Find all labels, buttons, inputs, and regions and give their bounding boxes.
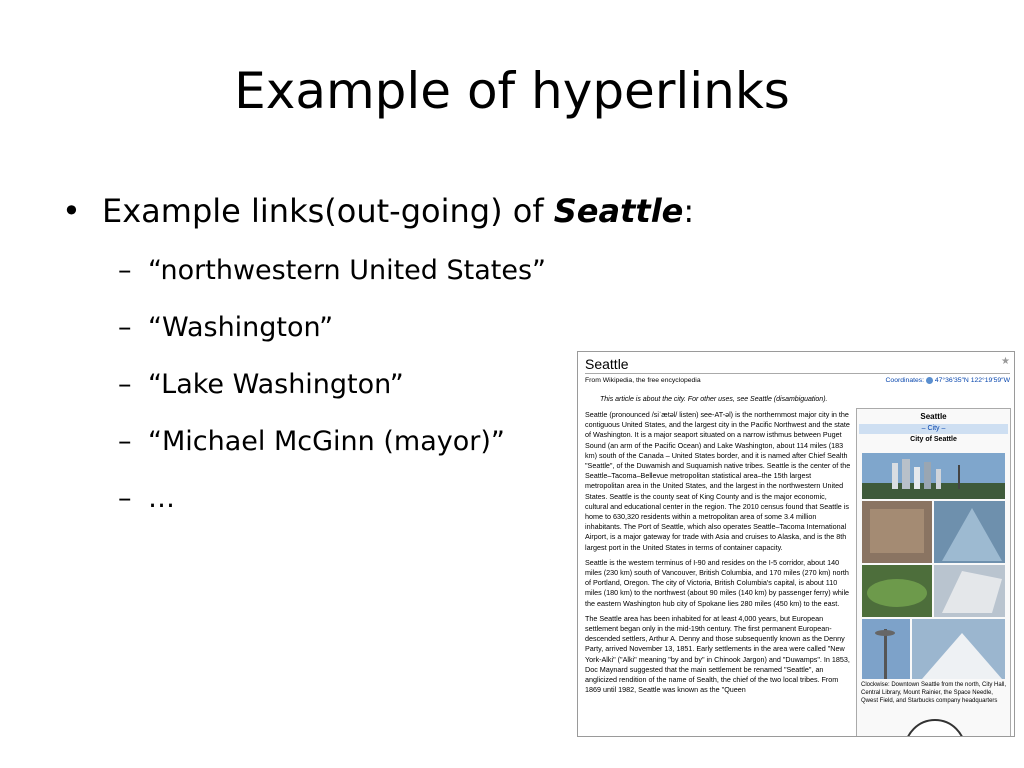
sub-bullet-text: “northwestern United States” [148, 255, 547, 286]
sub-bullet: – “Washington” [118, 312, 334, 343]
bullet-suffix: : [683, 192, 695, 230]
hatnote: This article is about the city. For other uses, see Seattle (disambiguation). [600, 396, 828, 403]
bullet-glyph: • [62, 192, 81, 230]
city-photo-montage[interactable] [862, 453, 1005, 679]
sub-bullet-text: “Lake Washington” [148, 369, 404, 400]
paragraph: Seattle is the western terminus of I-90 and resides on the I-5 corridor, about 140 miles (230 km) south of Vancouver, British Columbia, and 170 miles (270 km) north of Portland, Oregon. The city of Victoria, British Columbia's capital, is about 110 miles (180 km) to the northwest (about 90 miles (140 km) by passenger ferry) while the eastern Washington hub city of Spokane lies 280 miles (450 km) to the east. [585, 557, 850, 608]
bullet-text: Example links(out-going) of [102, 192, 554, 230]
bullet-emphasis: Seattle [553, 192, 684, 230]
infobox [856, 408, 1011, 737]
sub-bullet: – “Lake Washington” [118, 369, 404, 400]
infobox-subtitle: City of Seattle [910, 436, 957, 443]
article-body [585, 410, 851, 700]
title-divider [585, 373, 1010, 374]
slide-title: Example of hyperlinks [234, 62, 790, 120]
sub-bullet-text: … [148, 483, 175, 514]
coord-value[interactable]: 47°36′35″N 122°19′59″W [934, 377, 1010, 384]
sub-bullet-text: “Michael McGinn (mayor)” [148, 426, 505, 457]
paragraph: Seattle (pronounced /siˈætəl/ listen) see-AT-əl) is the northernmost major city in the contiguous United States, and the largest city in the Pacific Northwest and the state of Washington. It is a major seaport situated on a narrow isthmus between Puget Sound (an arm of the Pacific Ocean) and Lake Washington, about 114 miles (183 km) south of the Canada – United States border, and it is named after Chief Sealth "Seattle", of the Duwamish and Suquamish native tribes. Seattle is the center of the Seattle–Tacoma–Bellevue metropolitan statistical area–the 15th largest metropolitan area in the United States, and the largest in the northwestern United States. Seattle is the county seat of King County and is the major economic, cultural and educational center in the region. The 2010 census found that Seattle is home to 630,320 residents within a metropolitan area of some 3.4 million inhabitants. The Port of Seattle, which also operates Seattle–Tacoma International Airport, is a major gateway for trade with Asia and cruises to Alaska, and is the 8th largest port in the United States in terms of container capacity. [585, 410, 851, 552]
coord-label: Coordinates: [885, 377, 925, 384]
globe-icon [926, 377, 933, 384]
sub-bullet: – “northwestern United States” [118, 255, 547, 286]
sub-bullet: – … [118, 483, 175, 514]
infobox-caption: Clockwise: Downtown Seattle from the north, City Hall, Central Library, Mount Rainier, the Space Needle, Qwest Field, and Starbucks company headquarters [861, 682, 1007, 704]
infobox-name: Seattle [920, 412, 947, 421]
coordinates [886, 376, 1010, 386]
star-icon: ★ [1001, 356, 1010, 367]
sub-bullet: – “Michael McGinn (mayor)” [118, 426, 505, 457]
main-bullet [62, 192, 694, 230]
wiki-tagline: From Wikipedia, the free encyclopedia [585, 377, 701, 384]
wikipedia-screenshot [577, 351, 1015, 737]
wiki-article-title: Seattle [585, 356, 629, 372]
city-seal-image [904, 719, 966, 737]
paragraph: The Seattle area has been inhabited for at least 4,000 years, but European settlement began only in the mid-19th century. The first permanent European-descended settlers, Arthur A. Denny and those subsequently known as the Denny Party, arrived November 13, 1851. Early settlements in the area were called "New York-Alki" ("Alki" meaning "by and by" in Chinook Jargon) and "Duwamps". In 1853, Doc Maynard suggested that the main settlement be renamed "Seattle", an anglicized rendition of the name of Sealth, the chief of the two local tribes. From 1869 until 1982, Seattle was known as the "Queen [585, 613, 850, 695]
infobox-type[interactable]: – City – [859, 424, 1008, 434]
sub-bullet-text: “Washington” [148, 312, 334, 343]
